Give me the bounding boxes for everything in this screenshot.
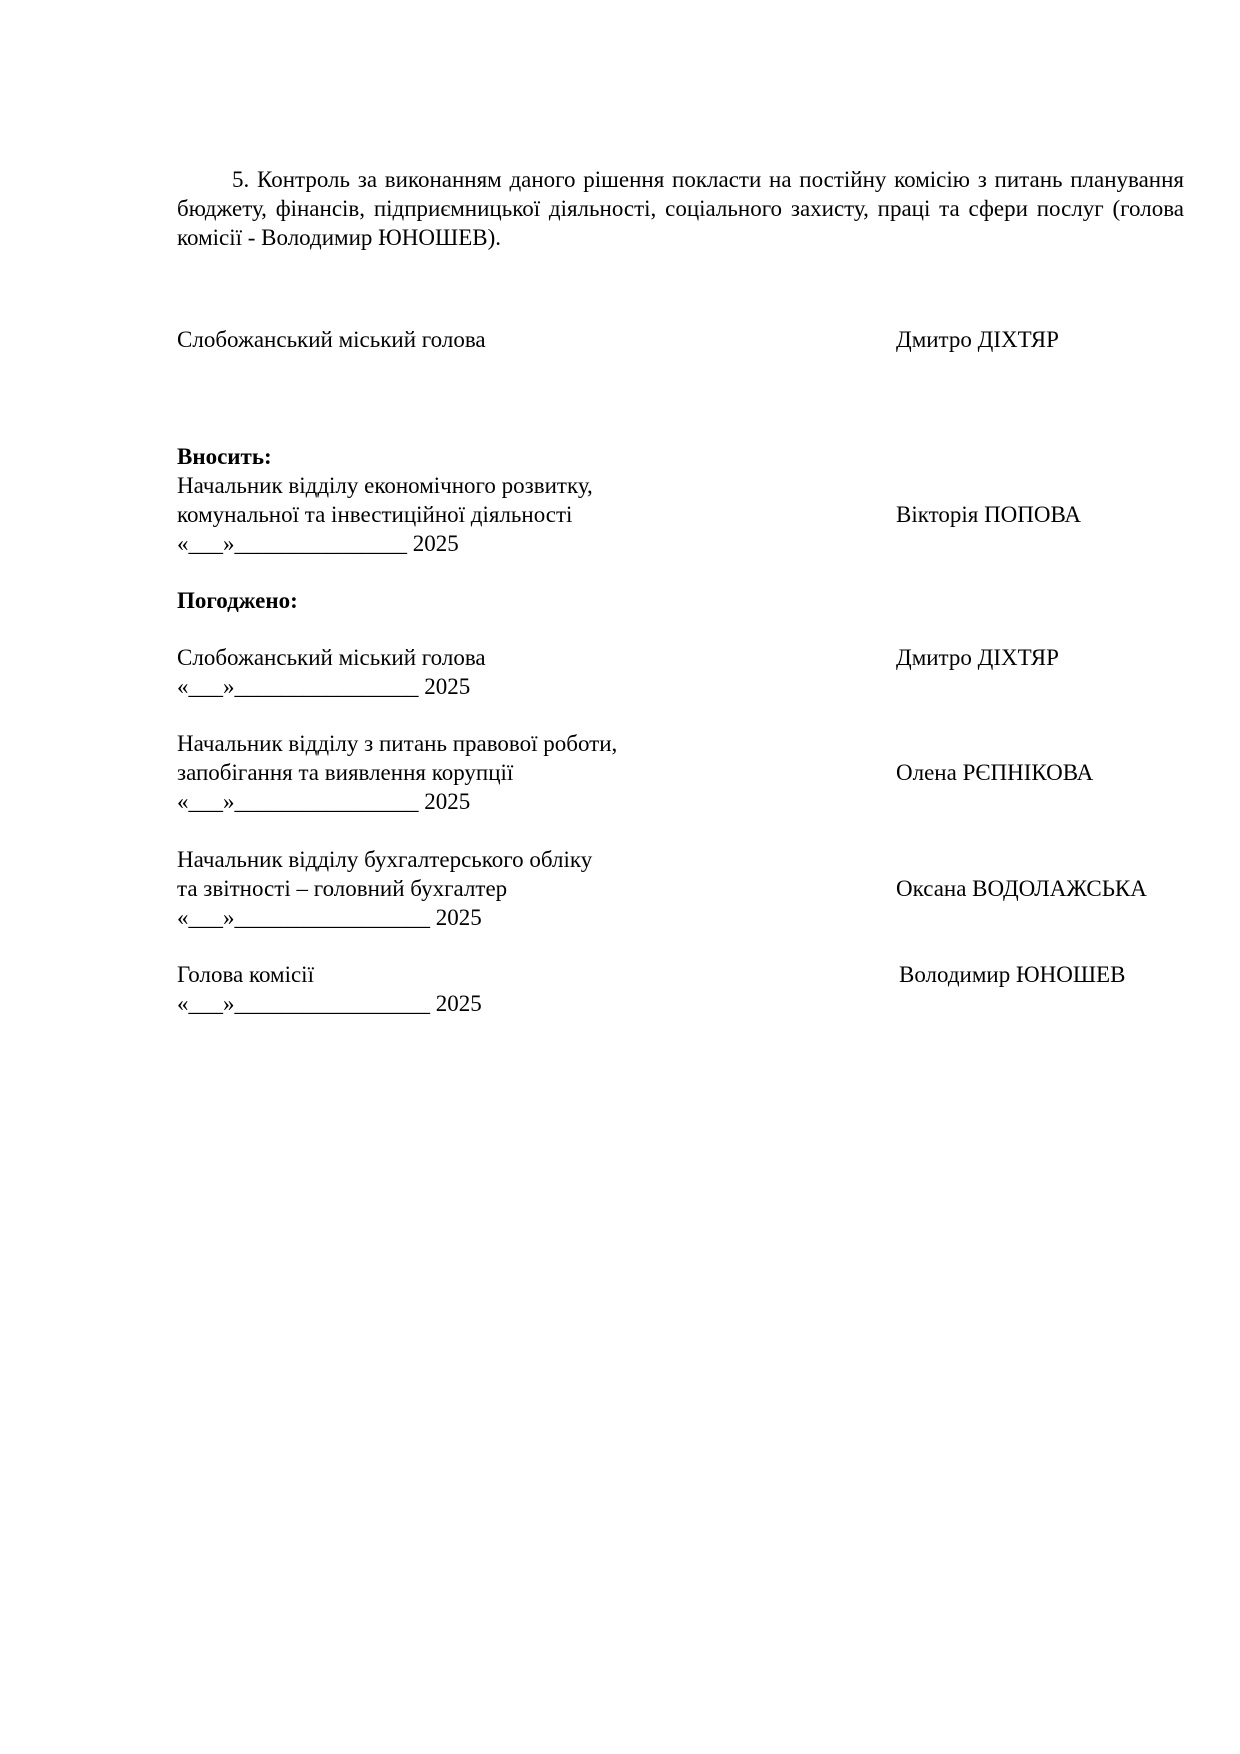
approved-entry-3-line2: та звітності – головний бухгалтер — [177, 876, 508, 901]
submitted-heading: Вносить: — [177, 444, 272, 469]
submitted-position-line1: Начальник відділу економічного розвитку, — [177, 473, 593, 498]
mayor-title: Слобожанський міський голова — [177, 327, 486, 352]
approved-entry-2-name: Олена РЄПНІКОВА — [896, 760, 1094, 785]
submitted-position-line2: комунальної та інвестиційної діяльності — [177, 502, 573, 527]
submitted-date: «___»_______________ 2025 — [177, 531, 459, 556]
approved-entry-1-name: Дмитро ДІХТЯР — [896, 645, 1059, 670]
approved-entry-2-line1: Начальник відділу з питань правової роботи, — [177, 731, 618, 756]
submitted-name: Вікторія ПОПОВА — [896, 502, 1082, 527]
mayor-name: Дмитро ДІХТЯР — [896, 327, 1059, 352]
approved-entry-3-date: «___»_________________ 2025 — [177, 905, 482, 930]
approved-entry-4-name: Володимир ЮНОШЕВ — [899, 962, 1126, 987]
approved-entry-1-line1: Слобожанський міський голова — [177, 645, 486, 670]
approved-entry-4-date: «___»_________________ 2025 — [177, 991, 482, 1016]
approved-heading: Погоджено: — [177, 588, 298, 613]
approved-entry-3-line1: Начальник відділу бухгалтерського обліку — [177, 847, 593, 872]
approved-entry-1-date: «___»________________ 2025 — [177, 674, 471, 699]
approved-entry-4-line1: Голова комісії — [177, 962, 314, 987]
approved-entry-2-line2: запобігання та виявлення корупції — [177, 760, 514, 785]
approved-entry-2-date: «___»________________ 2025 — [177, 789, 471, 814]
control-paragraph: 5. Контроль за виконанням даного рішення покласти на постійну комісію з питань планування бюджету, фінансів, підприємницької діяльності, соціального захисту, праці та сфери послуг (голова комісії - Володимир ЮНОШЕВ). — [177, 167, 1184, 250]
approved-entry-3-name: Оксана ВОДОЛАЖСЬКА — [896, 876, 1147, 901]
